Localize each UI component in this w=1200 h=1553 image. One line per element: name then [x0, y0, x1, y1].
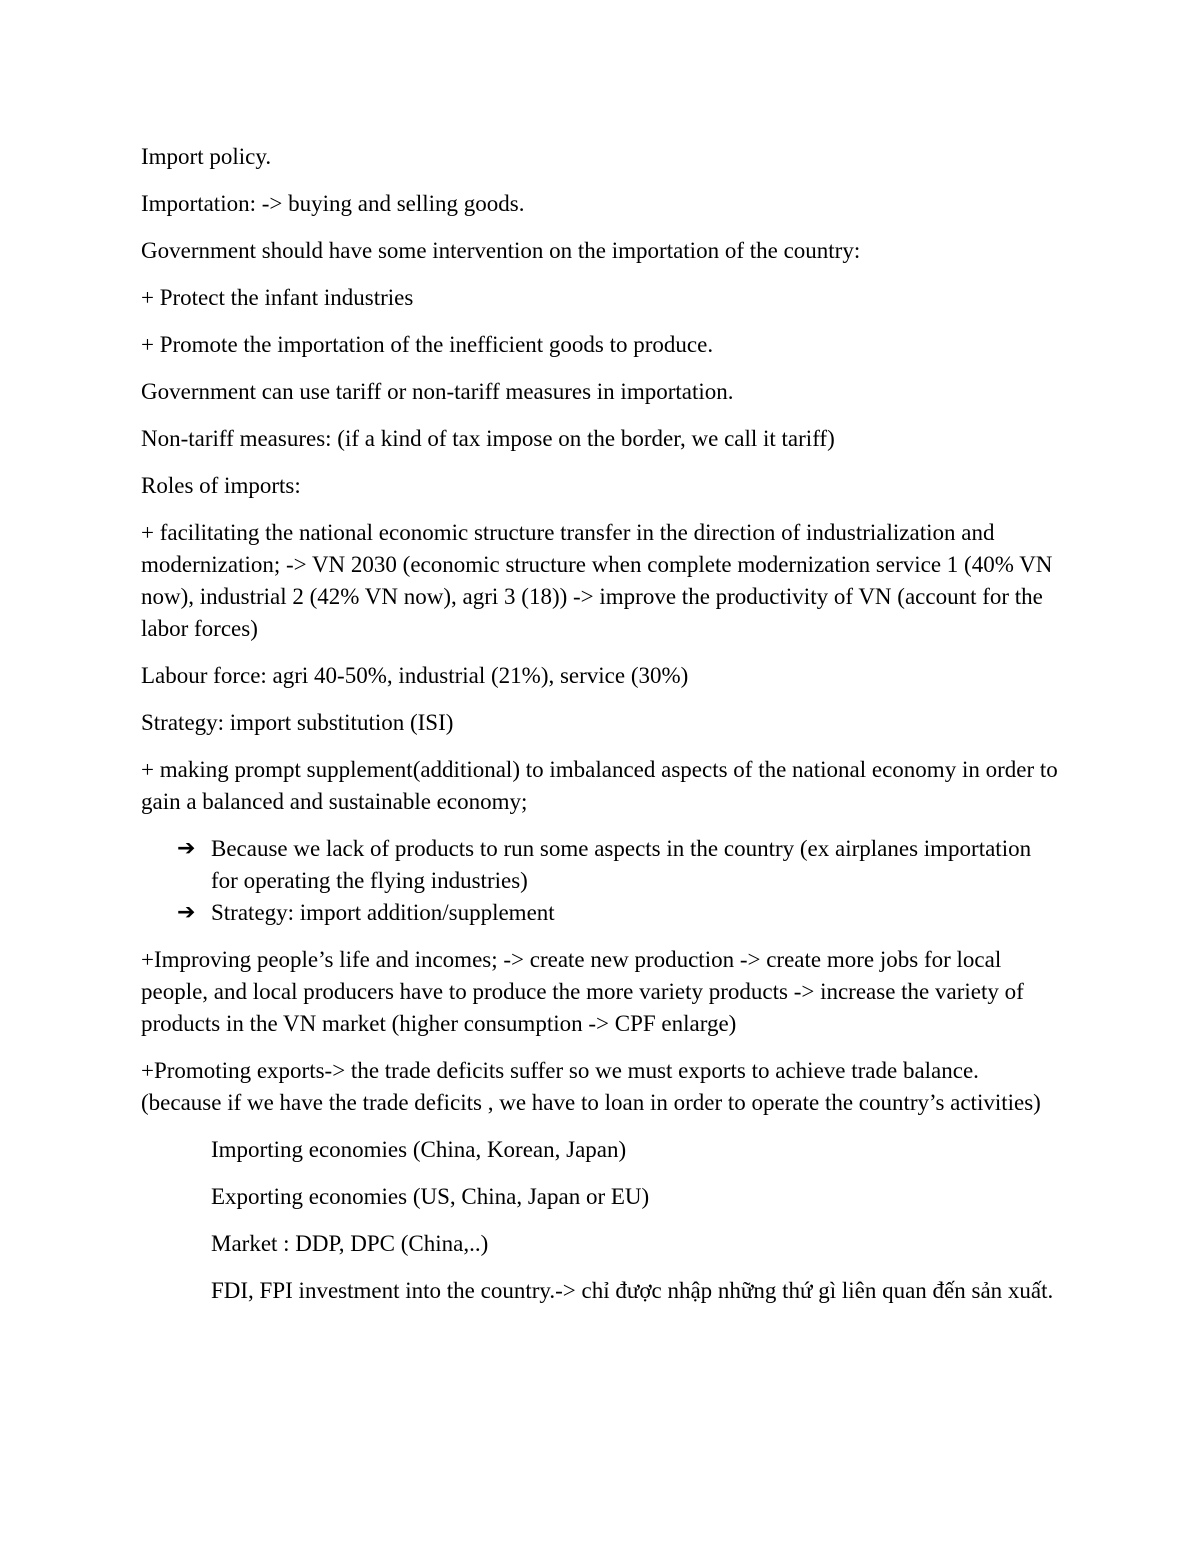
paragraph: Government can use tariff or non-tariff measures in importation. [141, 379, 734, 404]
document-title: Import policy. [141, 144, 272, 169]
document-body [141, 141, 1061, 1322]
paragraph: +Improving people’s life and incomes; -> create new production -> create more jobs for local people, and local producers have to produce the more variety products -> increase the variety of products in the VN market (higher consumption -> CPF enlarge) [141, 947, 1024, 1036]
paragraph: + making prompt supplement(additional) to imbalanced aspects of the national economy in order to gain a balanced and sustainable economy; [141, 757, 1058, 814]
indented-line: Exporting economies (US, China, Japan or EU) [211, 1184, 650, 1209]
arrow-bullet-list [141, 833, 1061, 929]
indented-line: Market : DDP, DPC (China,..) [211, 1231, 489, 1256]
paragraph: +Promoting exports-> the trade deficits suffer so we must exports to achieve trade balance. (because if we have the trade deficits , we have to loan in order to operate the country’s activities) [141, 1058, 1041, 1115]
paragraph: Strategy: import substitution (ISI) [141, 710, 454, 735]
list-item [141, 897, 1061, 929]
list-item-text: Strategy: import addition/supplement [211, 900, 555, 925]
list-item [141, 833, 1061, 897]
list-item-text: Because we lack of products to run some aspects in the country (ex airplanes importation for operating the flying industries) [211, 836, 1032, 893]
paragraph: Government should have some intervention on the importation of the country: [141, 238, 861, 263]
indented-paragraph: FDI, FPI investment into the country.-> chỉ được nhập những thứ gì liên quan đến sản xuất. [211, 1278, 1054, 1303]
paragraph: + facilitating the national economic structure transfer in the direction of industrialization and modernization; -> VN 2030 (economic structure when complete modernization service 1 (40% VN now), industrial 2 (42% VN now), agri 3 (18)) -> improve the productivity of VN (account for the labor forces) [141, 520, 1053, 641]
arrow-right-icon: ➔ [177, 900, 196, 925]
section-heading: Roles of imports: [141, 473, 301, 498]
paragraph: Importation: -> buying and selling goods. [141, 191, 525, 216]
paragraph: Non-tariff measures: (if a kind of tax impose on the border, we call it tariff) [141, 426, 835, 451]
paragraph: + Promote the importation of the inefficient goods to produce. [141, 332, 714, 357]
paragraph: + Protect the infant industries [141, 285, 414, 310]
paragraph: Labour force: agri 40-50%, industrial (21%), service (30%) [141, 663, 689, 688]
arrow-right-icon: ➔ [177, 836, 196, 861]
indented-line: Importing economies (China, Korean, Japan) [211, 1137, 627, 1162]
